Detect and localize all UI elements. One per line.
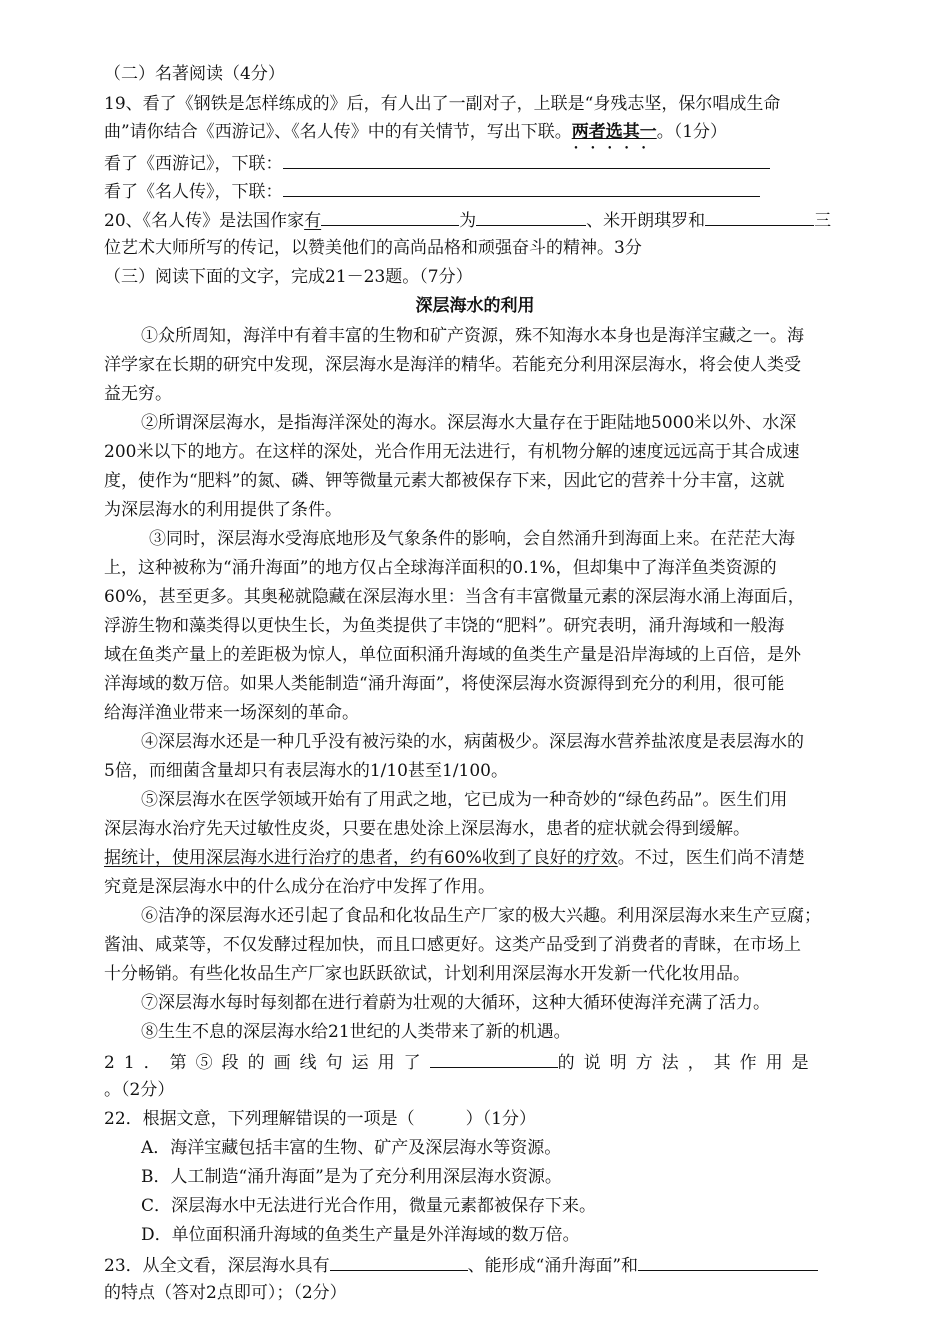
q20-line-2: 位艺术大师所写的传记，以赞美他们的高尚品格和顽强奋斗的精神。3分 bbox=[104, 238, 642, 258]
paragraph-3-line: 浮游生物和藻类得以更快生长，为鱼类提供了丰饶的“肥料”。研究表明，涌升海域和一般海 bbox=[104, 616, 785, 636]
q23-line-2: 的特点（答对2点即可）；（2分） bbox=[104, 1283, 347, 1303]
paragraph-1-line: 洋学家在长期的研究中发现，深层海水是海洋的精华。若能充分利用深层海水，将会使人类受 bbox=[104, 355, 801, 375]
q23-text-b: 、能形成“涌升海面”和 bbox=[467, 1256, 639, 1276]
q22-stem: 22．根据文意，下列理解错误的一项是（ ）（1分） bbox=[104, 1109, 536, 1129]
paragraph-3-line: 上，这种被称为“涌升海面”的地方仅占全球海洋面积的0.1%，但却集中了海洋鱼类资源的 bbox=[104, 558, 777, 578]
paragraph-5-line bbox=[104, 846, 805, 870]
q20-text-b: 有 bbox=[304, 211, 322, 231]
q23-blank-2[interactable] bbox=[638, 1252, 818, 1271]
paragraph-3-line: 域在鱼类产量上的差距极为惊人，单位面积涌升海域的鱼类生产量是沿岸海域的上百倍，是外 bbox=[104, 645, 801, 665]
q19-text: 曲”请你结合《西游记》、《名人传》中的有关情节，写出下联。 bbox=[104, 122, 572, 142]
q20-blank-2[interactable] bbox=[476, 207, 586, 226]
paragraph-2-line: 为深层海水的利用提供了条件。 bbox=[104, 500, 342, 520]
q19-emphasis: 两者选其一 • • • bbox=[572, 122, 657, 142]
q19-score: 。（1分） bbox=[656, 122, 728, 142]
paragraph-1-line: ①众所周知，海洋中有着丰富的生物和矿产资源，殊不知海水本身也是海洋宝藏之一。海 bbox=[141, 326, 804, 346]
article-title: 深层海水的利用 bbox=[415, 296, 535, 316]
paragraph-8-line: ⑧生生不息的深层海水给21世纪的人类带来了新的机遇。 bbox=[141, 1022, 571, 1042]
q20-text-a: 20、《名人传》是法国作家 bbox=[104, 211, 305, 231]
paragraph-2-line: 度，使作为“肥料”的氮、磷、钾等微量元素大都被保存下来，因此它的营养十分丰富，这就 bbox=[104, 471, 785, 491]
q23-blank-1[interactable] bbox=[330, 1252, 468, 1271]
q22-option-b[interactable]: B．人工制造“涌升海面”是为了充分利用深层海水资源。 bbox=[141, 1167, 562, 1187]
q19-line-2 bbox=[104, 120, 727, 144]
q20-text-c: 为 bbox=[459, 211, 477, 231]
paragraph-2-line: ②所谓深层海水，是指海洋深处的海水。深层海水大量存在于距陆地5000米以外、水深 bbox=[141, 413, 797, 433]
q20-line-1 bbox=[104, 207, 831, 233]
q21-text-a: 21．第⑤段的画线句运用了 bbox=[104, 1053, 430, 1073]
paragraph-1-line: 益无穷。 bbox=[104, 384, 172, 404]
q19-xiyou-prompt: 看了《西游记》，下联： bbox=[104, 154, 283, 174]
q20-blank-1[interactable] bbox=[321, 207, 459, 226]
q23-line-1 bbox=[104, 1252, 818, 1278]
q21-blank[interactable] bbox=[430, 1049, 558, 1068]
q21-line-2: 。（2分） bbox=[104, 1080, 175, 1100]
paragraph-5-text: 。不过，医生们尚不清楚 bbox=[617, 848, 805, 868]
q21-text-b: 的说明方法，其作用是 bbox=[557, 1053, 818, 1073]
paragraph-6-line: 十分畅销。有些化妆品生产厂家也跃跃欲试，计划利用深层海水开发新一代化妆用品。 bbox=[104, 964, 750, 984]
q19-xiyou-answer-blank[interactable] bbox=[283, 150, 770, 169]
paragraph-6-line: ⑥洁净的深层海水还引起了食品和化妆品生产厂家的极大兴趣。利用深层海水来生产豆腐； bbox=[141, 906, 821, 926]
q19-mingren-answer-blank[interactable] bbox=[283, 178, 760, 197]
q19-line-1: 19、看了《钢铁是怎样练成的》后，有人出了一副对子，上联是“身残志坚，保尔唱成生命 bbox=[104, 94, 781, 114]
paragraph-6-line: 酱油、咸菜等，不仅发酵过程加快，而且口感更好。这类产品受到了消费者的青睐，在市场上 bbox=[104, 935, 801, 955]
paragraph-5-line: 深层海水治疗先天过敏性皮炎，只要在患处涂上深层海水，患者的症状就会得到缓解。 bbox=[104, 819, 750, 839]
paragraph-3-line: 洋海域的数万倍。如果人类能制造“涌升海面”，将使深层海水资源得到充分的利用，很可能 bbox=[104, 674, 785, 694]
q23-text-a: 23．从全文看，深层海水具有 bbox=[104, 1256, 330, 1276]
q19-xiyou-line bbox=[104, 150, 770, 176]
paragraph-7-line: ⑦深层海水每时每刻都在进行着蔚为壮观的大循环，这种大循环使海洋充满了活力。 bbox=[141, 993, 770, 1013]
paragraph-3-line: 60%，甚至更多。其奥秘就隐藏在深层海水里：当含有丰富微量元素的深层海水涌上海面后， bbox=[104, 587, 805, 607]
q19-mingren-line bbox=[104, 178, 760, 204]
paragraph-3-line: ③同时，深层海水受海底地形及气象条件的影响，会自然涌升到海面上来。在茫茫大海 bbox=[149, 529, 795, 549]
q21-line-1 bbox=[104, 1049, 818, 1075]
q20-text-e: 三 bbox=[814, 211, 832, 231]
paragraph-5-line: ⑤深层海水在医学领域开始有了用武之地，它已成为一种奇妙的“绿色药品”。医生们用 bbox=[141, 790, 788, 810]
section-3-title: （三）阅读下面的文字，完成21－23题。（7分） bbox=[104, 267, 473, 287]
q22-option-a[interactable]: A．海洋宝藏包括丰富的生物、矿产及深层海水等资源。 bbox=[141, 1138, 562, 1158]
q22-option-c[interactable]: C．深层海水中无法进行光合作用，微量元素都被保存下来。 bbox=[141, 1196, 597, 1216]
q20-text-d: 、米开朗琪罗和 bbox=[586, 211, 706, 231]
underlined-sentence: 据统计，使用深层海水进行治疗的患者，约有60%收到了良好的疗效 bbox=[104, 848, 618, 868]
q19-mingren-prompt: 看了《名人传》，下联： bbox=[104, 182, 283, 202]
paragraph-2-line: 200米以下的地方。在这样的深处，光合作用无法进行，有机物分解的速度远远高于其合成速 bbox=[104, 442, 800, 462]
paragraph-4-line: ④深层海水还是一种几乎没有被污染的水，病菌极少。深层海水营养盐浓度是表层海水的 bbox=[141, 732, 804, 752]
q22-option-d[interactable]: D．单位面积涌升海域的鱼类生产量是外洋海域的数万倍。 bbox=[141, 1225, 580, 1245]
q20-blank-3[interactable] bbox=[705, 207, 814, 226]
section-2-title: （二）名著阅读（4分） bbox=[104, 64, 285, 84]
paragraph-3-line: 给海洋渔业带来一场深刻的革命。 bbox=[104, 703, 359, 723]
paragraph-4-line: 5倍，而细菌含量却只有表层海水的1/10甚至1/100。 bbox=[104, 761, 508, 781]
paragraph-5-line: 究竟是深层海水中的什么成分在治疗中发挥了作用。 bbox=[104, 877, 495, 897]
